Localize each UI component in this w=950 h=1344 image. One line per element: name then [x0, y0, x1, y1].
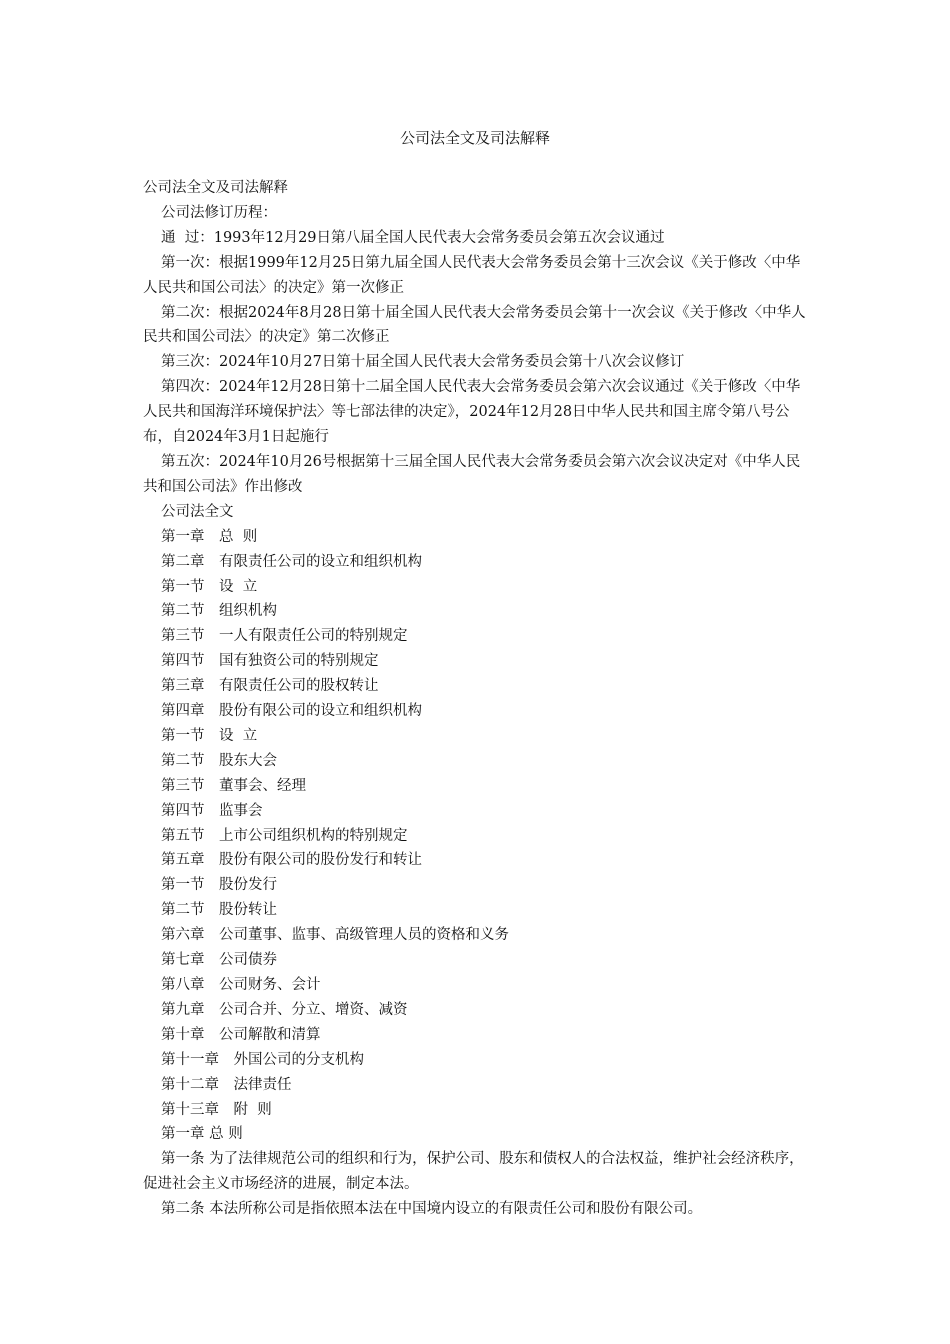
paragraph: 第七章 公司债券: [161, 952, 277, 969]
paragraph: 第一章 总 则: [161, 528, 258, 545]
paragraph: 通 过：1993年12月29日第八届全国人民代表大会常务委员会第五次会议通过: [161, 229, 665, 246]
paragraph: 第二章 有限责任公司的设立和组织机构: [161, 553, 422, 570]
paragraph: 第五节 上市公司组织机构的特别规定: [161, 827, 408, 844]
paragraph: 第三节 一人有限责任公司的特别规定: [161, 628, 408, 645]
paragraph: 第五次：2024年10月26号根据第十三届全国人民代表大会常务委员会第六次会议决定对《中华人民共和国公司法》作出修改: [143, 453, 801, 495]
paragraph: 第一节 设 立: [161, 727, 258, 744]
paragraph: 第一次：根据1999年12月25日第九届全国人民代表大会常务委员会第十三次会议《关于修改〈中华人民共和国公司法〉的决定》第一次修正: [143, 254, 801, 296]
paragraph: 第十三章 附 则: [161, 1101, 272, 1118]
paragraph: 第九章 公司合并、分立、增资、减资: [161, 1001, 408, 1018]
paragraph: 第四次：2024年12月28日第十二届全国人民代表大会常务委员会第六次会议通过《关于修改〈中华人民共和国海洋环境保护法〉等七部法律的决定》，2024年12月28日中华人民共和国主席令第八号公布，自2024年3月1日起施行: [143, 379, 801, 446]
paragraph: 第十章 公司解散和清算: [161, 1026, 321, 1043]
paragraph: 第二次：根据2024年8月28日第十届全国人民代表大会常务委员会第十一次会议《关于修改〈中华人民共和国公司法〉的决定》第二次修正: [143, 304, 806, 346]
paragraph: 第二条 本法所称公司是指依照本法在中国境内设立的有限责任公司和股份有限公司。: [161, 1201, 703, 1218]
paragraph: 第二节 股份转让: [161, 902, 277, 919]
paragraph: 第八章 公司财务、会计: [161, 977, 321, 993]
document-body: [143, 176, 809, 1222]
document-title: 公司法全文及司法解释: [399, 129, 550, 147]
paragraph: 第四节 国有独资公司的特别规定: [161, 653, 379, 670]
paragraph: 第二节 股东大会: [161, 752, 277, 769]
paragraph: 第一节 股份发行: [161, 877, 277, 894]
paragraph: 第四章 股份有限公司的设立和组织机构: [161, 703, 422, 720]
paragraph: 第五章 股份有限公司的股份发行和转让: [161, 852, 422, 869]
paragraph: 第十二章 法律责任: [161, 1076, 292, 1093]
paragraph: 第一节 设 立: [161, 578, 258, 595]
paragraph: 公司法修订历程：: [161, 204, 277, 221]
paragraph: 第三节 董事会、经理: [161, 777, 306, 794]
paragraph: 第十一章 外国公司的分支机构: [161, 1051, 364, 1068]
paragraph: 第一条 为了法律规范公司的组织和行为，保护公司、股东和债权人的合法权益，维护社会经济秩序，促进社会主义市场经济的进展，制定本法。: [143, 1151, 804, 1193]
paragraph: 第三次：2024年10月27日第十届全国人民代表大会常务委员会第十八次会议修订: [161, 354, 685, 371]
paragraph: 第一章 总 则: [161, 1126, 243, 1143]
paragraph: 公司法全文: [161, 503, 234, 520]
paragraph: 第三章 有限责任公司的股权转让: [161, 678, 379, 695]
paragraph: 第四节 监事会: [161, 802, 263, 819]
paragraph: 第二节 组织机构: [161, 603, 277, 620]
paragraph: 第六章 公司董事、监事、高级管理人员的资格和义务: [161, 927, 509, 944]
document-heading: 公司法全文及司法解释: [143, 180, 288, 196]
